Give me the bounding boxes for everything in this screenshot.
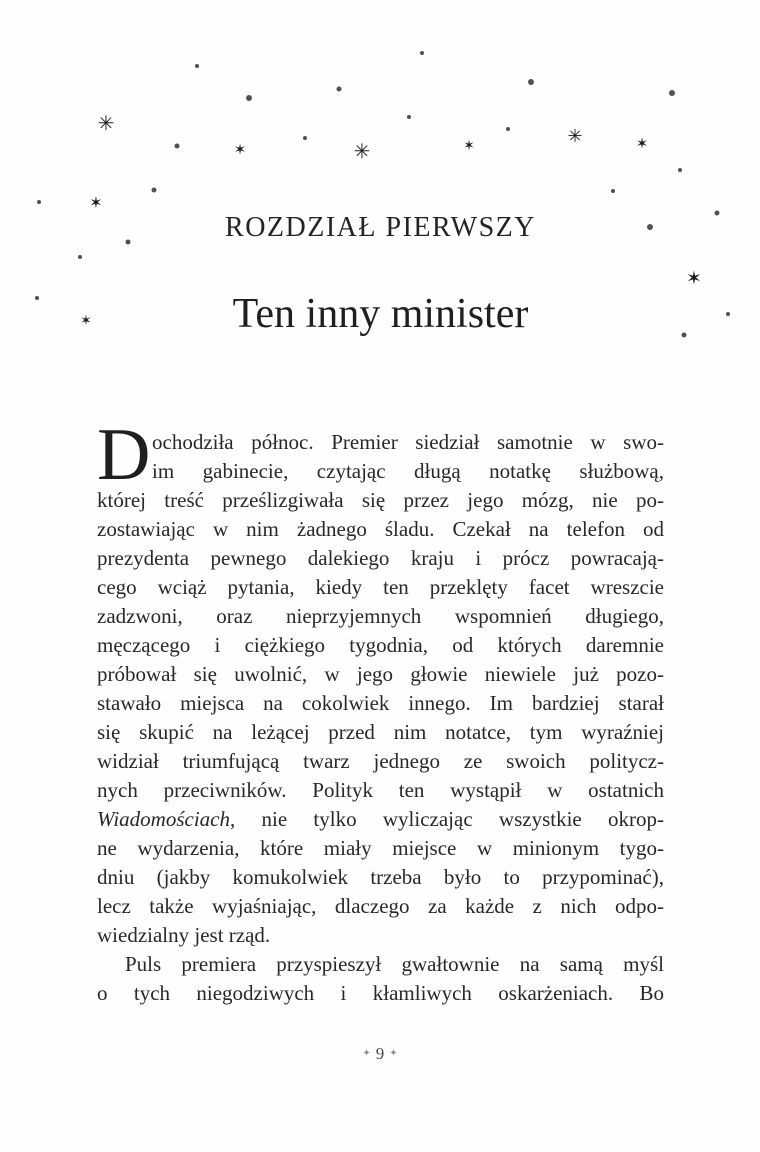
text-run: zostawiając w nim żadnego śladu. Czekał na telefon od bbox=[97, 517, 664, 541]
text-line bbox=[97, 776, 664, 805]
dot-decoration bbox=[175, 144, 180, 149]
footer-ornament-left-icon: ✦ bbox=[362, 1048, 372, 1059]
text-line bbox=[97, 544, 664, 573]
text-line bbox=[97, 921, 664, 950]
dot-decoration bbox=[407, 115, 411, 119]
book-chapter-title: Ten inny minister bbox=[232, 291, 529, 337]
dot-decoration bbox=[246, 95, 252, 101]
dot-decoration bbox=[152, 188, 157, 193]
dot-decoration bbox=[682, 333, 687, 338]
dot-decoration bbox=[669, 90, 675, 96]
star-icon: ✶ bbox=[686, 267, 702, 290]
text-line bbox=[97, 689, 664, 718]
text-run: męczącego i ciężkiego tygodnia, od których daremnie bbox=[97, 633, 664, 657]
text-run: prezydenta pewnego dalekiego kraju i prócz powracają- bbox=[97, 546, 664, 570]
text-run: stawało miejsca na cokolwiek innego. Im bardziej starał bbox=[97, 691, 664, 715]
text-run: Puls premiera przyspieszył gwałtownie na samą myśl bbox=[125, 952, 664, 976]
star-icon: ✳ bbox=[97, 111, 115, 135]
text-line bbox=[97, 863, 664, 892]
text-run: zadzwoni, oraz nieprzyjemnych wspomnień długiego, bbox=[97, 604, 664, 628]
text-run: ochodziła północ. Premier siedział samotnie w swo- bbox=[152, 430, 664, 454]
dot-decoration bbox=[420, 51, 424, 55]
dot-decoration bbox=[35, 296, 39, 300]
text-line bbox=[97, 718, 664, 747]
star-icon: ✳ bbox=[567, 126, 583, 147]
text-line bbox=[152, 428, 664, 457]
dot-decoration bbox=[726, 312, 730, 316]
text-line bbox=[97, 602, 664, 631]
dot-decoration bbox=[303, 136, 307, 140]
dot-decoration bbox=[78, 255, 82, 259]
body-text bbox=[97, 414, 664, 1008]
star-icon: ✶ bbox=[463, 138, 475, 154]
text-line bbox=[152, 457, 664, 486]
text-run: , nie tylko wyliczając wszystkie okrop- bbox=[229, 807, 664, 831]
dot-decoration bbox=[337, 87, 342, 92]
text-line bbox=[97, 573, 664, 602]
text-run: ne wydarzenia, które miały miejsce w minionym tygo- bbox=[97, 836, 664, 860]
text-run: dniu (jakby komukolwiek trzeba było to przypominać), bbox=[97, 865, 664, 889]
text-line bbox=[97, 979, 664, 1008]
dot-decoration bbox=[678, 168, 682, 172]
page-number: 9 bbox=[375, 1044, 386, 1063]
text-run: próbował się uwolnić, w jego głowie niewiele już pozo- bbox=[97, 662, 664, 686]
dot-decoration bbox=[528, 79, 534, 85]
text-run: lecz także wyjaśniając, dlaczego za każde z nich odpo- bbox=[97, 894, 664, 918]
dot-decoration bbox=[506, 127, 510, 131]
star-icon: ✶ bbox=[89, 193, 103, 212]
chapter-label: ROZDZIAŁ PIERWSZY bbox=[225, 212, 536, 243]
star-icon: ✶ bbox=[233, 140, 247, 159]
text-run: im gabinecie, czytając długą notatkę służbową, bbox=[152, 459, 664, 483]
dot-decoration bbox=[715, 211, 720, 216]
dot-decoration bbox=[37, 200, 41, 204]
text-line bbox=[97, 660, 664, 689]
italic-text-run: Wiadomościach bbox=[97, 807, 230, 831]
text-line bbox=[97, 892, 664, 921]
star-icon: ✶ bbox=[80, 313, 92, 329]
text-line bbox=[97, 747, 664, 776]
drop-cap: D bbox=[97, 414, 151, 496]
text-line bbox=[97, 834, 664, 863]
star-icon: ✶ bbox=[635, 134, 649, 153]
text-line bbox=[97, 950, 664, 979]
text-line bbox=[97, 805, 664, 834]
dot-decoration bbox=[611, 189, 615, 193]
text-line bbox=[97, 515, 664, 544]
text-run: o tych niegodziwych i kłamliwych oskarżeniach. Bo bbox=[97, 981, 664, 1005]
text-line bbox=[97, 486, 664, 515]
text-run: się skupić na leżącej przed nim notatce, tym wyraźniej bbox=[97, 720, 664, 744]
text-run: wiedzialny jest rząd. bbox=[97, 923, 271, 947]
footer-ornament-right-icon: ✦ bbox=[389, 1048, 399, 1059]
star-icon: ✳ bbox=[353, 139, 371, 163]
text-line bbox=[97, 631, 664, 660]
text-run: której treść prześlizgiwała się przez jego mózg, nie po- bbox=[97, 488, 664, 512]
page-footer bbox=[97, 1044, 664, 1064]
text-run: nych przeciwników. Polityk ten wystąpił w ostatnich bbox=[97, 778, 664, 802]
dot-decoration bbox=[195, 64, 199, 68]
text-run: cego wciąż pytania, kiedy ten przeklęty facet wreszcie bbox=[97, 575, 664, 599]
text-run: widział triumfującą twarz jednego ze swoich politycz- bbox=[97, 749, 664, 773]
